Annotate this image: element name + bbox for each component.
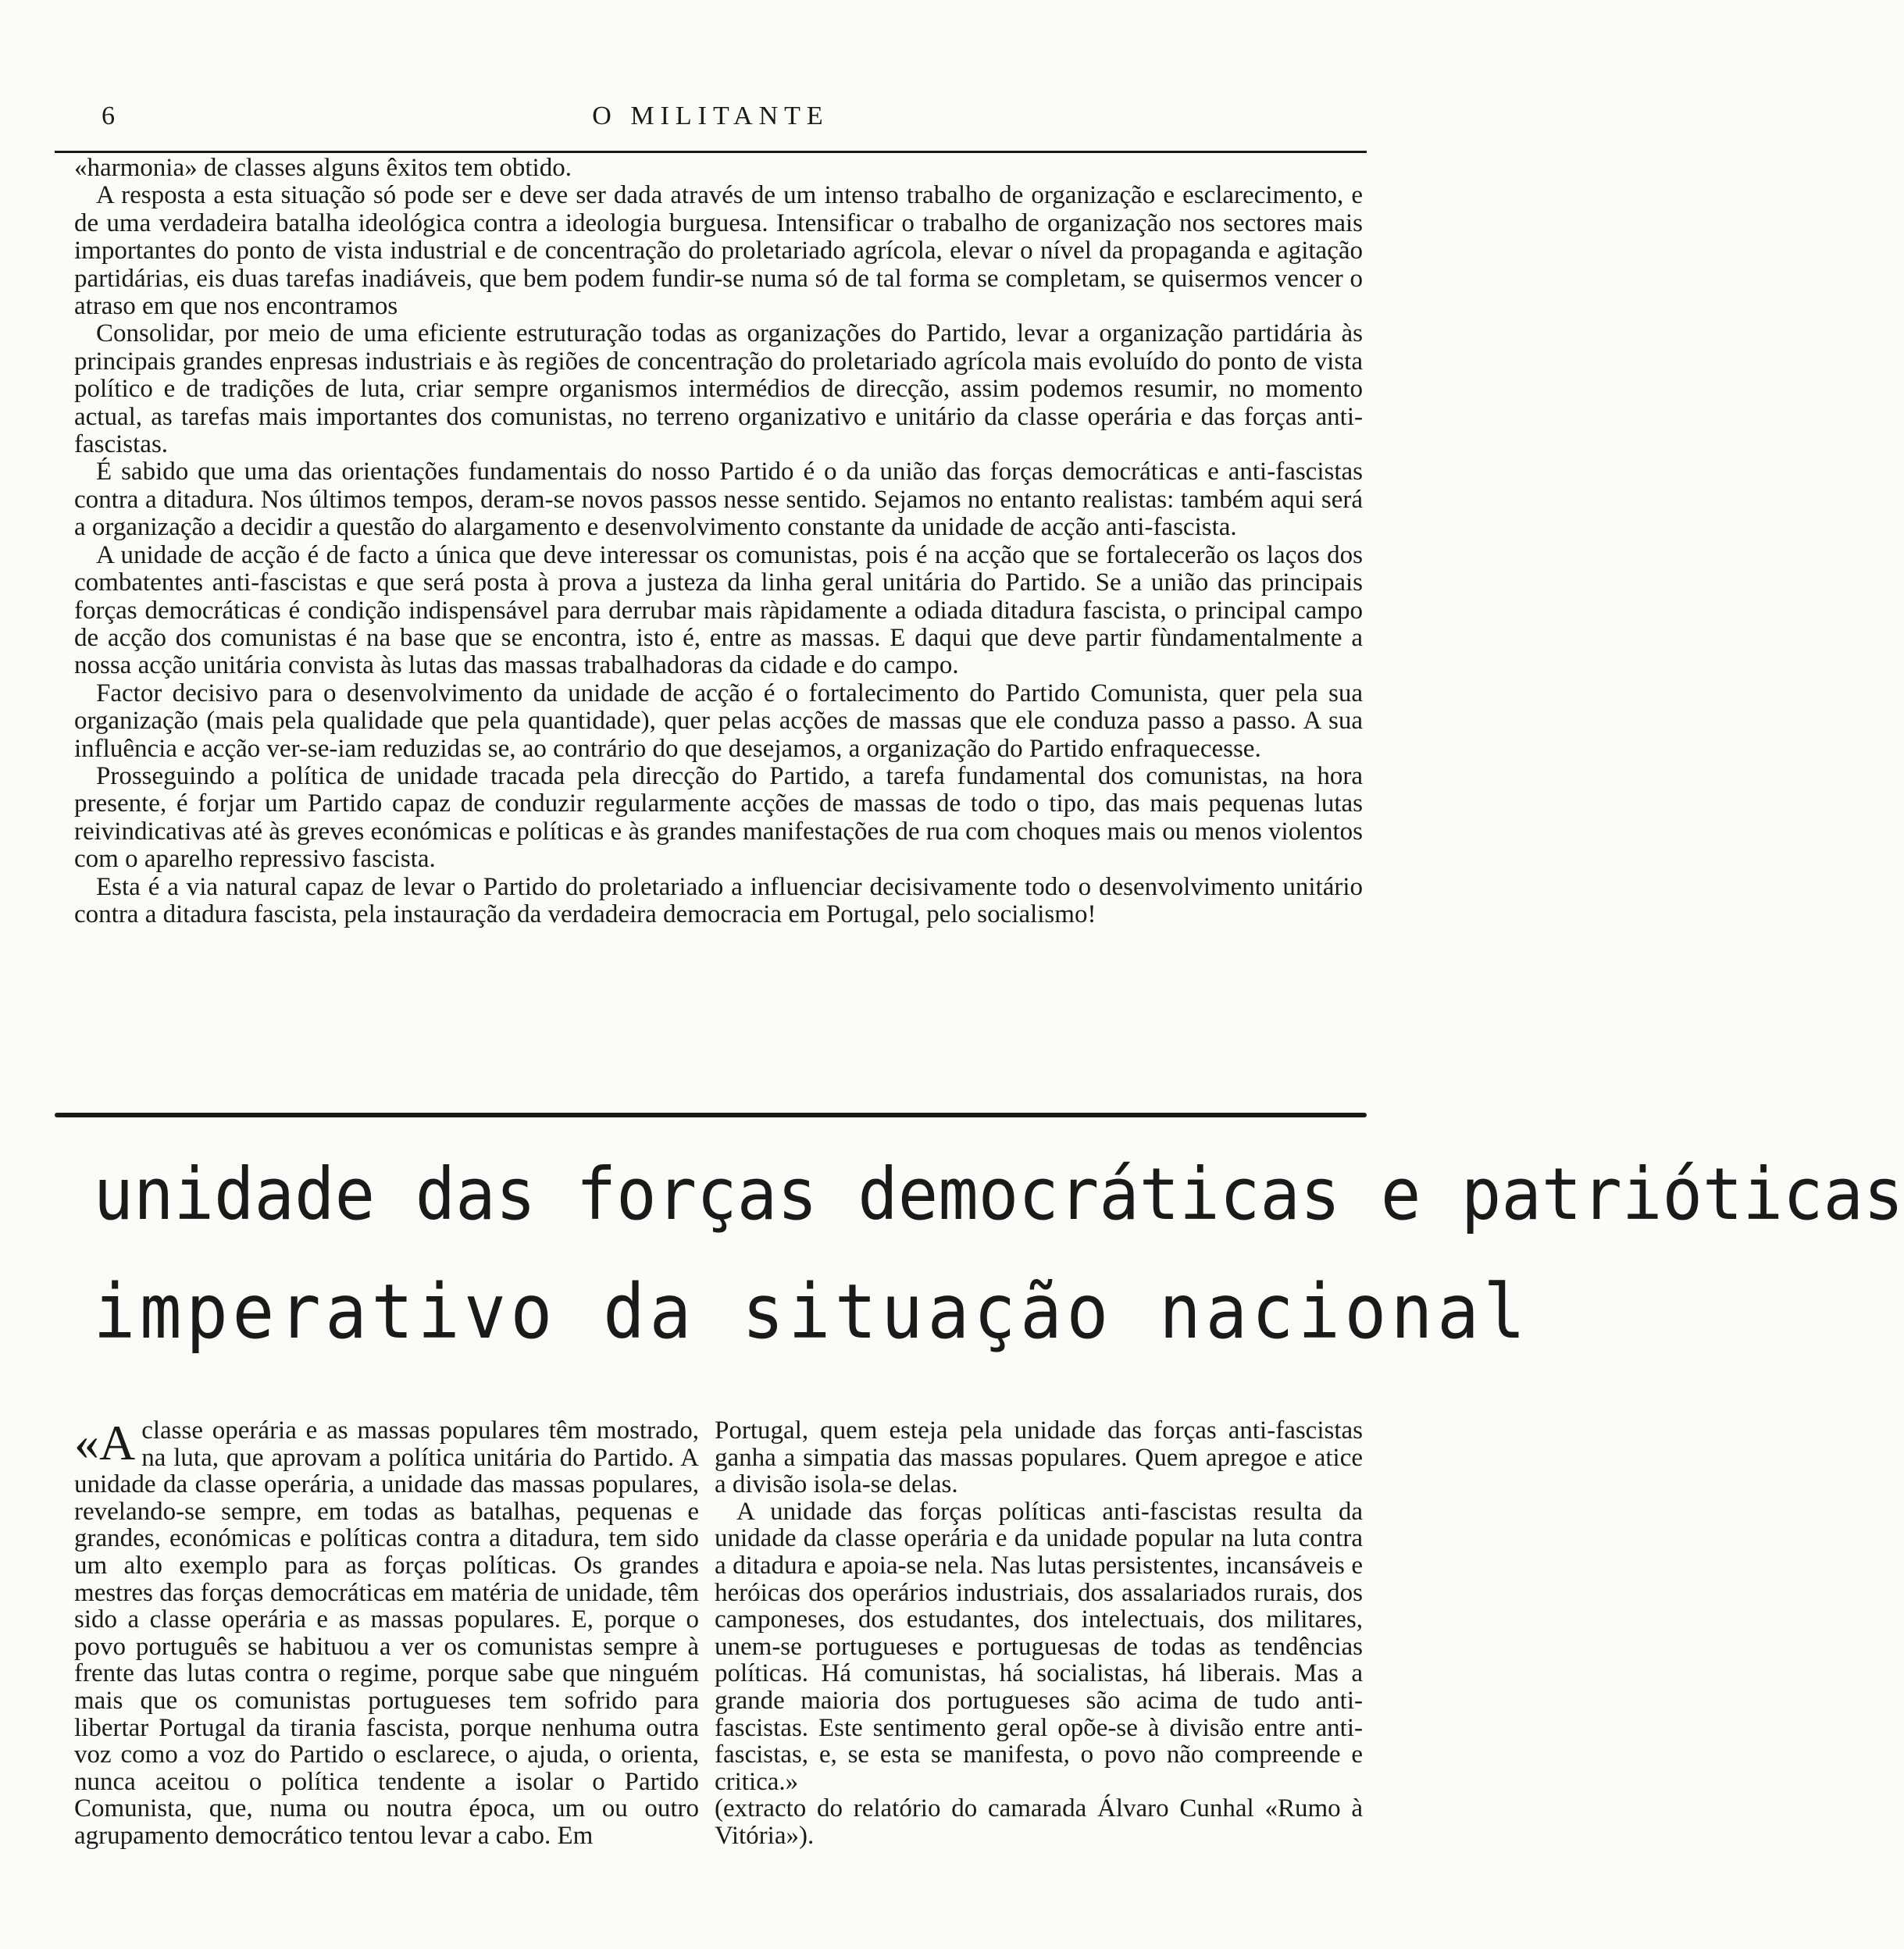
paragraph: Consolidar, por meio de uma eficiente estruturação todas as organizações do Partido, levar a organização partidária às principais grandes enpresas industriais e às regiões de concentração do proletariado agrícola mais evoluído do ponto de vista político e de tradições de luta, criar sempre organismos intermédios de direcção, assim podemos resumir, no momento actual, as tarefas mais importantes dos comunistas, no terreno organizativo e unitário da classe operária e das forças anti-fascistas. <box>74 319 1363 459</box>
headline-line-1: unidade das forças democráticas e patrióticas <box>93 1153 1904 1236</box>
paragraph: É sabido que uma das orientações fundamentais do nosso Partido é o da união das forças democráticas e anti-fascistas contra a ditadura. Nos últimos tempos, deram-se novos passos nesse sentido. Sejamos no entanto realistas: também aqui será a organização a decidir a questão do alargamento e desenvolvimento constante da unidade de acção anti-fascista. <box>74 458 1363 542</box>
running-head <box>70 102 1351 148</box>
paragraph-text: classe operária e as massas populares têm mostrado, na luta, que aprovam a política unitária do Partido. A unidade da classe operária, a unidade das massas populares, revelando-se sempre, em todas as batalhas, pequenas e grandes, económicas e políticas contra a ditadura, tem sido um alto exemplo para as forças políticas. Os grandes mestres das forças democráticas em matéria de unidade, têm sido a classe operária e as massas populares. E, porque o povo português se habituou a ver os comunistas sempre à frente das lutas contra o regime, porque sabe que ninguém mais que os comunistas portugueses tem sofrido para libertar Portugal da tirania fascista, porque nenhuma outra voz como a voz do Partido o esclarece, o ajuda, o orienta, nunca aceitou o política tendente a isolar o Partido Comunista, que, numa ou noutra época, um ou outro agrupamento democrático tentou levar a cabo. Em <box>74 1416 699 1850</box>
top-article <box>74 155 1363 1076</box>
paragraph <box>74 1417 699 1850</box>
headline-line-2: imperativo da situação nacional <box>93 1268 1530 1356</box>
paragraph: Esta é a via natural capaz de levar o Partido do proletariado a influenciar decisivamente todo o desenvolvimento unitário contra a ditadura fascista, pela instauração da verdadeira democracia em Portugal, pelo socialismo! <box>74 872 1363 928</box>
paragraph: Factor decisivo para o desenvolvimento da unidade de acção é o fortalecimento do Partido Comunista, quer pela sua organização (mais pela qualidade que pela quantidade), quer pelas acções de massas que ele conduza passo a passo. A sua influência e acção ver-se-iam reduzidas se, ao contrário do que desejamos, a organização do Partido enfraquecesse. <box>74 679 1363 763</box>
header-rule <box>55 151 1367 153</box>
quote-article <box>74 1417 1363 1901</box>
paragraph: A unidade das forças políticas anti-fascistas resulta da unidade da classe operária e da unidade popular na luta contra a ditadura e apoia-se nela. Nas lutas persistentes, incansáveis e heróicas dos operários industriais, dos assalariados rurais, dos camponeses, dos estudantes, dos intelectuais, dos militares, unem-se portugueses e portuguesas de todas as tendências políticas. Há comunistas, há socialistas, há liberais. Mas a grande maioria dos portugueses são acima de tudo anti-fascistas. Este sentimento geral opõe-se à divisão entre anti-fascistas, e, se esta se manifesta, o povo não compreende e critica.» <box>715 1497 1363 1796</box>
source-citation: (extracto do relatório do camarada Álvaro Cunhal «Rumo à Vitória»). <box>715 1794 1363 1850</box>
paragraph: A unidade de acção é de facto a única que deve interessar os comunistas, pois é na acção que se fortalecerão os laços dos combatentes anti-fascistas e que será posta à prova a justeza da linha geral unitária do Partido. Se a união das principais forças democráticas é condição indispensável para derrubar mais ràpidamente a odiada ditadura fascista, o principal campo de acção dos comunistas é na base que se encontra, isto é, entre as massas. E daqui que deve partir fùndamentalmente a nossa acção unitária convista às lutas das massas trabalhadoras da cidade e do campo. <box>74 540 1363 680</box>
headline <box>47 1144 1904 1378</box>
paragraph: «harmonia» de classes alguns êxitos tem obtido. <box>74 154 572 182</box>
left-column <box>74 1417 699 1850</box>
paragraph: Prosseguindo a política de unidade tracada pela direcção do Partido, a tarefa fundamental dos comunistas, na hora presente, é forjar um Partido capaz de conduzir regularmente acções de massas de todo o tipo, das mais pequenas lutas reivindicativas até às greves económicas e políticas e às grandes manifestações de rua com choques mais ou menos violentos com o aparelho repressivo fascista. <box>74 761 1363 874</box>
paragraph: Portugal, quem esteja pela unidade das forças anti-fascistas ganha a simpatia das massas populares. Quem apregoe e atice a divisão isola-se delas. <box>715 1416 1363 1499</box>
right-column <box>715 1417 1363 1850</box>
section-divider <box>55 1113 1367 1117</box>
journal-title: O MILITANTE <box>592 102 829 130</box>
paragraph: A resposta a esta situação só pode ser e deve ser dada através de um intenso trabalho de organização e esclarecimento, e de uma verdadeira batalha ideológica contra a ideologia burguesa. Intensificar o trabalho de organização nos sectores mais importantes do ponto de vista industrial e de concentração do proletariado agrícola, elevar o nível da propaganda e agitação partidárias, eis duas tarefas inadiáveis, que bem podem fundir-se numa só de tal forma se completam, se quisermos vencer o atraso em que nos encontramos <box>74 181 1363 321</box>
lead-mark: «A <box>74 1415 136 1470</box>
page-number: 6 <box>102 102 115 130</box>
